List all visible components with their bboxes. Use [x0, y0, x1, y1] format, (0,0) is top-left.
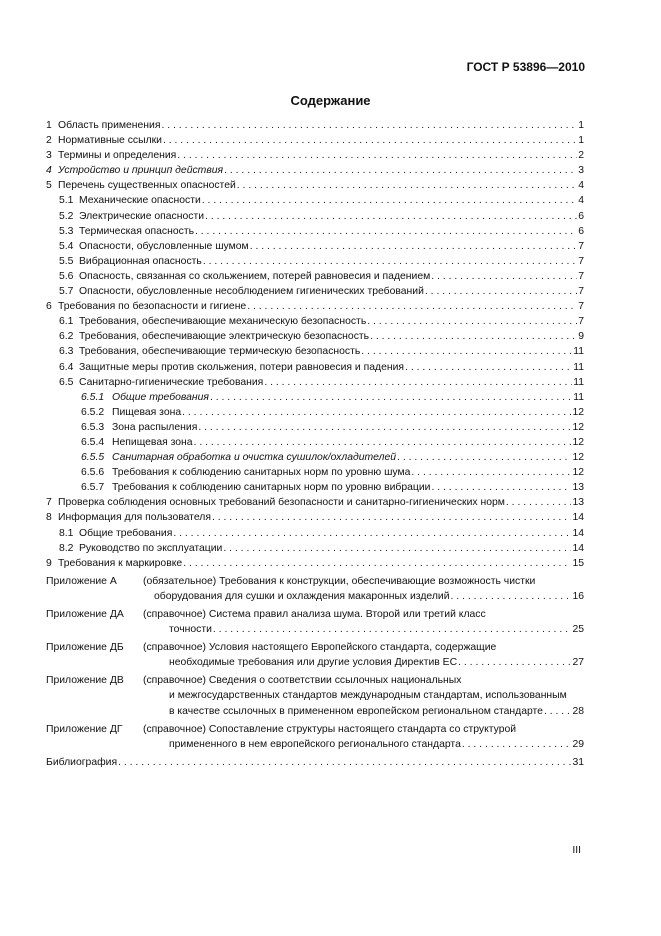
appendix-text: примененного в нем европейского регионального стандарта — [169, 738, 461, 750]
toc-entry-title: Руководство по эксплуатации — [79, 542, 223, 554]
toc-entry[interactable] — [46, 178, 584, 193]
toc-entry-title: Информация для пользователя — [58, 512, 211, 524]
toc-entry-title: Проверка соблюдения основных требований безопасности и санитарно-гигиенических норм — [58, 497, 505, 509]
toc-entry[interactable] — [46, 239, 584, 254]
toc-entry[interactable] — [46, 163, 584, 178]
toc-entry-title: Требования, обеспечивающие электрическую безопасность — [79, 331, 370, 343]
appendix-entry[interactable] — [46, 640, 584, 670]
leader-dots — [177, 148, 577, 163]
toc-entry-number: 3 — [46, 150, 52, 162]
toc-entry-title: Устройство и принцип действия — [58, 165, 224, 177]
toc-entry-title: Опасности, обусловленные шумом — [79, 240, 249, 252]
toc-entry[interactable] — [46, 375, 584, 390]
leader-dots — [431, 480, 571, 495]
toc-entry-number: 5.4 — [59, 240, 74, 252]
appendix-line — [46, 589, 584, 604]
toc-entry[interactable] — [46, 435, 584, 450]
bibliography-entry[interactable] — [46, 755, 584, 770]
toc-entry-number: 6.5.4 — [81, 436, 105, 448]
toc-entry-title: Нормативные ссылки — [58, 135, 162, 147]
toc-entry-page: 14 — [572, 542, 584, 554]
appendix-text: (обязательное) Требования к конструкции, обеспечивающие возможность чистки — [143, 575, 536, 587]
toc-entry-number: 5.7 — [59, 286, 74, 298]
toc-entry-page: 12 — [572, 436, 584, 448]
appendix-line — [46, 673, 584, 688]
toc-entry-page: 13 — [572, 497, 584, 509]
toc-title: Содержание — [290, 93, 371, 108]
toc-entry-title: Общие требования — [112, 391, 209, 403]
standard-number: ГОСТ Р 53896—2010 — [466, 60, 585, 74]
appendix-text: точности — [169, 624, 212, 636]
appendix-line — [46, 607, 584, 622]
toc-entry-number: 5 — [46, 180, 52, 192]
leader-dots — [183, 556, 571, 571]
appendix-text: необходимые требования или другие условия Директив ЕС — [169, 657, 458, 669]
leader-dots — [195, 224, 577, 239]
toc-entry[interactable] — [46, 254, 584, 269]
leader-dots — [431, 269, 577, 284]
toc-entry-title: Пищевая зона — [112, 406, 182, 418]
toc-entry-number: 1 — [46, 120, 52, 131]
appendix-text: в качестве ссылочных в примененном европейском региональном стандарте — [169, 705, 543, 717]
toc-entry-title: Санитарная обработка и очистка сушилок/охладителей — [112, 452, 397, 464]
appendix-text: (справочное) Сведения о соответствии ссылочных национальных — [143, 675, 462, 687]
toc-entry-number: 6.5 — [59, 376, 74, 388]
toc-entry[interactable] — [46, 510, 584, 525]
leader-dots — [224, 163, 577, 178]
toc-entry-title: Требования к соблюдению санитарных норм по уровню вибрации — [112, 482, 431, 494]
toc-entry[interactable] — [46, 118, 584, 133]
toc-entry-number: 9 — [46, 557, 52, 569]
toc-entry-title: Требования по безопасности и гигиене — [58, 301, 247, 313]
toc-entry[interactable] — [46, 390, 584, 405]
toc-entry-page: 11 — [573, 361, 584, 373]
appendix-text: оборудования для сушки и охлаждения макаронных изделий — [154, 590, 450, 602]
appendix-page: 28 — [572, 705, 584, 717]
appendix-page: 29 — [572, 738, 584, 750]
toc-entry-page: 12 — [572, 467, 584, 479]
appendix-line — [46, 640, 584, 655]
appendix-text: (справочное) Система правил анализа шума. Второй или третий класс — [143, 609, 486, 620]
toc-entry[interactable] — [46, 465, 584, 480]
toc-entry[interactable] — [46, 480, 584, 495]
toc-entry[interactable] — [46, 269, 584, 284]
toc-entry[interactable] — [46, 420, 584, 435]
toc-entry-number: 5.3 — [59, 225, 74, 237]
toc-entry[interactable] — [46, 526, 584, 541]
toc-entry-page: 11 — [573, 376, 584, 388]
appendix-page: 27 — [572, 657, 584, 669]
toc-entry-page: 11 — [573, 346, 584, 358]
toc-entry-title: Непищевая зона — [112, 436, 193, 448]
toc-entry-page: 7 — [578, 286, 584, 298]
toc-entry-page: 7 — [578, 255, 584, 267]
toc-entry-page: 3 — [578, 165, 584, 177]
leader-dots — [161, 118, 577, 133]
toc-entry-number: 2 — [46, 135, 52, 147]
appendix-entry[interactable] — [46, 574, 584, 604]
toc-entry[interactable] — [46, 284, 584, 299]
toc-entry-title: Защитные меры против скольжения, потери равновесия и падения — [79, 361, 405, 373]
appendix-line — [46, 622, 584, 637]
toc-entry-number: 8.1 — [59, 527, 74, 539]
leader-dots — [118, 755, 571, 770]
toc-entry-page: 15 — [572, 557, 584, 569]
appendix-label: Приложение ДА — [46, 609, 124, 620]
toc-entry-title: Опасность, связанная со скольжением, потерей равновесия и падением — [79, 270, 431, 282]
leader-dots — [202, 193, 577, 208]
appendix-label: Приложение А — [46, 575, 117, 587]
toc-entry-title: Вибрационная опасность — [79, 255, 202, 267]
leader-dots — [198, 420, 571, 435]
leader-dots — [213, 622, 572, 637]
leader-dots — [425, 284, 577, 299]
appendix-entry[interactable] — [46, 673, 584, 718]
toc-entry-number: 5.6 — [59, 270, 74, 282]
toc-entry[interactable] — [46, 405, 584, 420]
toc-entry-title: Требования, обеспечивающие механическую безопасность — [79, 316, 367, 328]
leader-dots — [405, 360, 572, 375]
toc-entry-title: Механические опасности — [79, 195, 201, 207]
leader-dots — [370, 329, 577, 344]
toc-entry-number: 5.1 — [59, 195, 74, 207]
leader-dots — [367, 314, 577, 329]
leader-dots — [237, 178, 577, 193]
leader-dots — [544, 704, 571, 719]
toc-entry[interactable] — [46, 450, 584, 465]
leader-dots — [173, 526, 571, 541]
toc-entry-page: 13 — [572, 482, 584, 494]
toc-entry-number: 6 — [46, 301, 52, 313]
toc-entry-number: 8.2 — [59, 542, 74, 554]
toc-entry-title: Термины и определения — [58, 150, 177, 162]
toc-entry[interactable] — [46, 556, 584, 571]
toc-entry-page: 11 — [573, 391, 584, 403]
leader-dots — [462, 737, 572, 752]
table-of-contents — [46, 118, 584, 770]
leader-dots — [264, 375, 572, 390]
appendix-line — [46, 688, 584, 703]
toc-entry[interactable] — [46, 314, 584, 329]
appendix-label: Приложение ДВ — [46, 675, 124, 687]
toc-entry-number: 6.5.3 — [81, 421, 105, 433]
page-folio: III — [572, 845, 581, 856]
appendix-entry[interactable] — [46, 607, 584, 637]
toc-entry-page: 7 — [578, 270, 584, 282]
bibliography-title: Библиография — [46, 756, 118, 768]
toc-entry[interactable] — [46, 541, 584, 556]
toc-entry-number: 6.5.2 — [81, 406, 105, 418]
toc-entry-number: 7 — [46, 497, 52, 509]
toc-entry-number: 6.4 — [59, 361, 74, 373]
toc-entry-title: Требования к маркировке — [58, 557, 183, 569]
leader-dots — [205, 209, 577, 224]
toc-entry[interactable] — [46, 224, 584, 239]
leader-dots — [163, 133, 577, 148]
leader-dots — [506, 495, 572, 510]
leader-dots — [194, 435, 572, 450]
leader-dots — [458, 655, 571, 670]
leader-dots — [223, 541, 571, 556]
leader-dots — [250, 239, 578, 254]
leader-dots — [247, 299, 577, 314]
leader-dots — [182, 405, 571, 420]
appendix-label: Приложение ДБ — [46, 642, 124, 654]
toc-entry-title: Электрические опасности — [79, 210, 205, 222]
toc-entry-page: 4 — [578, 195, 584, 207]
appendix-line — [46, 574, 584, 589]
appendix-text: (справочное) Сопоставление структуры настоящего стандарта со структурой — [143, 723, 517, 735]
toc-entry-number: 6.3 — [59, 346, 74, 358]
toc-entry-number: 5.2 — [59, 210, 74, 222]
toc-entry-title: Область применения — [58, 120, 161, 131]
toc-entry-number: 6.5.1 — [81, 391, 105, 403]
appendix-page: 16 — [572, 590, 584, 602]
toc-entry-page: 1 — [578, 120, 584, 131]
toc-entry-title: Санитарно-гигиенические требования — [79, 376, 264, 388]
toc-entry[interactable] — [46, 495, 584, 510]
toc-entry-number: 6.5.7 — [81, 482, 105, 494]
toc-entry-number: 6.2 — [59, 331, 74, 343]
toc-entry-page: 7 — [578, 316, 584, 328]
toc-entry-number: 4 — [46, 165, 52, 177]
toc-entry-page: 12 — [572, 452, 584, 464]
toc-entry-page: 14 — [572, 512, 584, 524]
toc-entry-title: Зона распыления — [112, 421, 198, 433]
toc-entry-number: 8 — [46, 512, 52, 524]
toc-entry-title: Требования к соблюдению санитарных норм по уровню шума — [112, 467, 411, 479]
toc-entry[interactable] — [46, 360, 584, 375]
appendix-line — [46, 655, 584, 670]
toc-entry-page: 9 — [578, 331, 584, 343]
toc-entry-page: 6 — [578, 225, 584, 237]
leader-dots — [397, 450, 571, 465]
toc-entry[interactable] — [46, 148, 584, 163]
toc-entry-page: 7 — [578, 240, 584, 252]
toc-entry-number: 6.1 — [59, 316, 74, 328]
appendix-line — [46, 737, 584, 752]
leader-dots — [203, 254, 577, 269]
appendix-page: 25 — [572, 624, 584, 636]
toc-entry[interactable] — [46, 344, 584, 359]
appendix-text: (справочное) Условия настоящего Европейского стандарта, содержащие — [143, 642, 497, 654]
toc-entry-page: 6 — [578, 210, 584, 222]
toc-entry-title: Перечень существенных опасностей — [58, 180, 236, 192]
toc-entry-page: 12 — [572, 421, 584, 433]
leader-dots — [212, 510, 571, 525]
appendix-entry[interactable] — [46, 722, 584, 752]
toc-entry[interactable] — [46, 133, 584, 148]
toc-entry-page: 1 — [578, 135, 584, 147]
leader-dots — [411, 465, 571, 480]
toc-entry-page: 14 — [572, 527, 584, 539]
toc-entry[interactable] — [46, 209, 584, 224]
toc-entry-page: 12 — [572, 406, 584, 418]
toc-entry-page: 7 — [578, 301, 584, 313]
toc-entry-number: 6.5.5 — [81, 452, 105, 464]
toc-entry-title: Требования, обеспечивающие термическую безопасность — [79, 346, 361, 358]
toc-entry[interactable] — [46, 299, 584, 314]
bibliography-page: 31 — [572, 756, 584, 768]
toc-entry-number: 6.5.6 — [81, 467, 105, 479]
appendix-label: Приложение ДГ — [46, 723, 123, 735]
toc-entry-title: Общие требования — [79, 527, 173, 539]
toc-entry-title: Опасности, обусловленные несоблюдением гигиенических требований — [79, 286, 424, 298]
toc-entry[interactable] — [46, 193, 584, 208]
leader-dots — [361, 344, 572, 359]
toc-entry[interactable] — [46, 329, 584, 344]
appendix-line — [46, 722, 584, 737]
toc-entry-title: Термическая опасность — [79, 225, 194, 237]
toc-entry-page: 2 — [578, 150, 584, 162]
leader-dots — [451, 589, 572, 604]
toc-entry-page: 4 — [578, 180, 584, 192]
appendix-text: и межгосударственных стандартов международным стандартам, использованным — [169, 690, 567, 702]
appendix-line — [46, 704, 584, 719]
leader-dots — [210, 390, 572, 405]
toc-entry-number: 5.5 — [59, 255, 74, 267]
